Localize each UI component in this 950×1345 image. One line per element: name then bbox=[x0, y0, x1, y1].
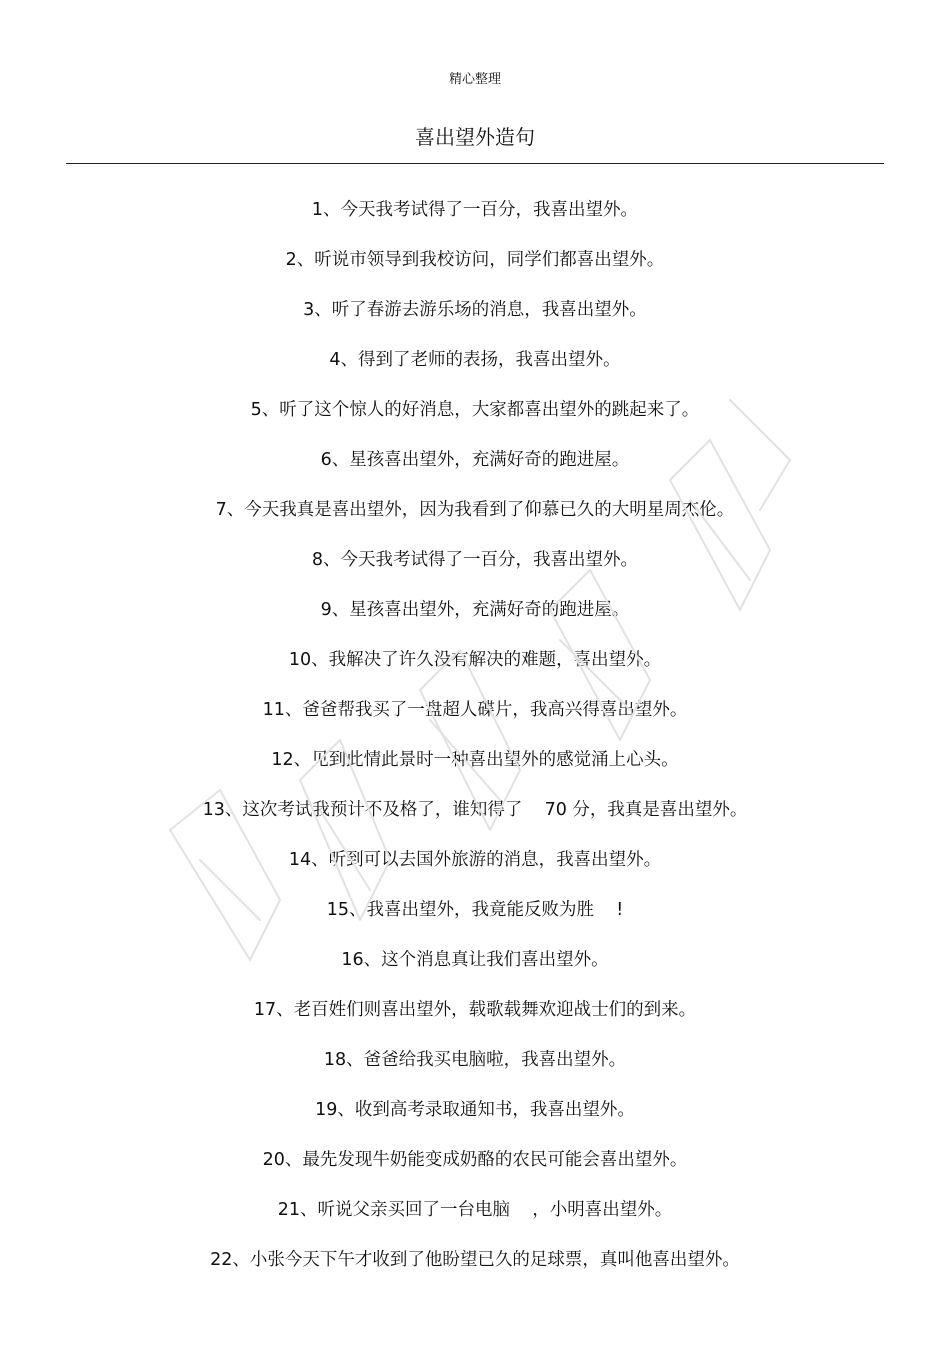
sentence-item: 10、我解决了许久没有解决的难题，喜出望外。 bbox=[288, 650, 662, 670]
sentence-item: 14、听到可以去国外旅游的消息，我喜出望外。 bbox=[288, 850, 662, 870]
sentence-item: 15、我喜出望外，我竟能反败为胜 ! bbox=[326, 900, 624, 920]
sentence-item: 4、得到了老师的表扬，我喜出望外。 bbox=[329, 350, 621, 370]
sentence-item: 8、今天我考试得了一百分，我喜出望外。 bbox=[311, 550, 639, 570]
sentence-item: 5、听了这个惊人的好消息，大家都喜出望外的跳起来了。 bbox=[250, 400, 700, 420]
sentence-item: 21、听说父亲买回了一台电脑 ，小明喜出望外。 bbox=[277, 1200, 673, 1220]
sentence-item: 16、这个消息真让我们喜出望外。 bbox=[341, 950, 609, 970]
sentence-item: 22、小张今天下午才收到了他盼望已久的足球票，真叫他喜出望外。 bbox=[210, 1250, 740, 1270]
sentence-item: 1、今天我考试得了一百分，我喜出望外。 bbox=[311, 200, 639, 220]
sentence-item: 17、老百姓们则喜出望外，载歌载舞欢迎战士们的到来。 bbox=[253, 1000, 697, 1020]
document-title: 喜出望外造句 bbox=[415, 125, 535, 149]
sentence-item: 2、听说市领导到我校访问，同学们都喜出望外。 bbox=[285, 250, 665, 270]
sentence-item: 3、听了春游去游乐场的消息，我喜出望外。 bbox=[303, 300, 647, 320]
sentence-item: 13、这次考试我预计不及格了，谁知得了 70 分，我真是喜出望外。 bbox=[202, 800, 748, 820]
sentence-item: 6、星孩喜出望外，充满好奇的跑进屋。 bbox=[320, 450, 630, 470]
sentence-item: 7、今天我真是喜出望外，因为我看到了仰慕已久的大明星周杰伦。 bbox=[215, 500, 735, 520]
sentence-item: 12、见到此情此景时一种喜出望外的感觉涌上心头。 bbox=[271, 750, 679, 770]
sentence-item: 18、爸爸给我买电脑啦，我喜出望外。 bbox=[323, 1050, 627, 1070]
sentence-item: 9、星孩喜出望外，充满好奇的跑进屋。 bbox=[320, 600, 630, 620]
sentence-item: 11、爸爸帮我买了一盘超人碟片，我高兴得喜出望外。 bbox=[262, 700, 688, 720]
sentence-item: 20、最先发现牛奶能变成奶酪的农民可能会喜出望外。 bbox=[262, 1150, 688, 1170]
sentence-list bbox=[0, 196, 950, 1296]
title-divider bbox=[66, 163, 884, 164]
header-note: 精心整理 bbox=[448, 72, 501, 87]
sentence-item: 19、收到高考录取通知书，我喜出望外。 bbox=[315, 1100, 635, 1120]
